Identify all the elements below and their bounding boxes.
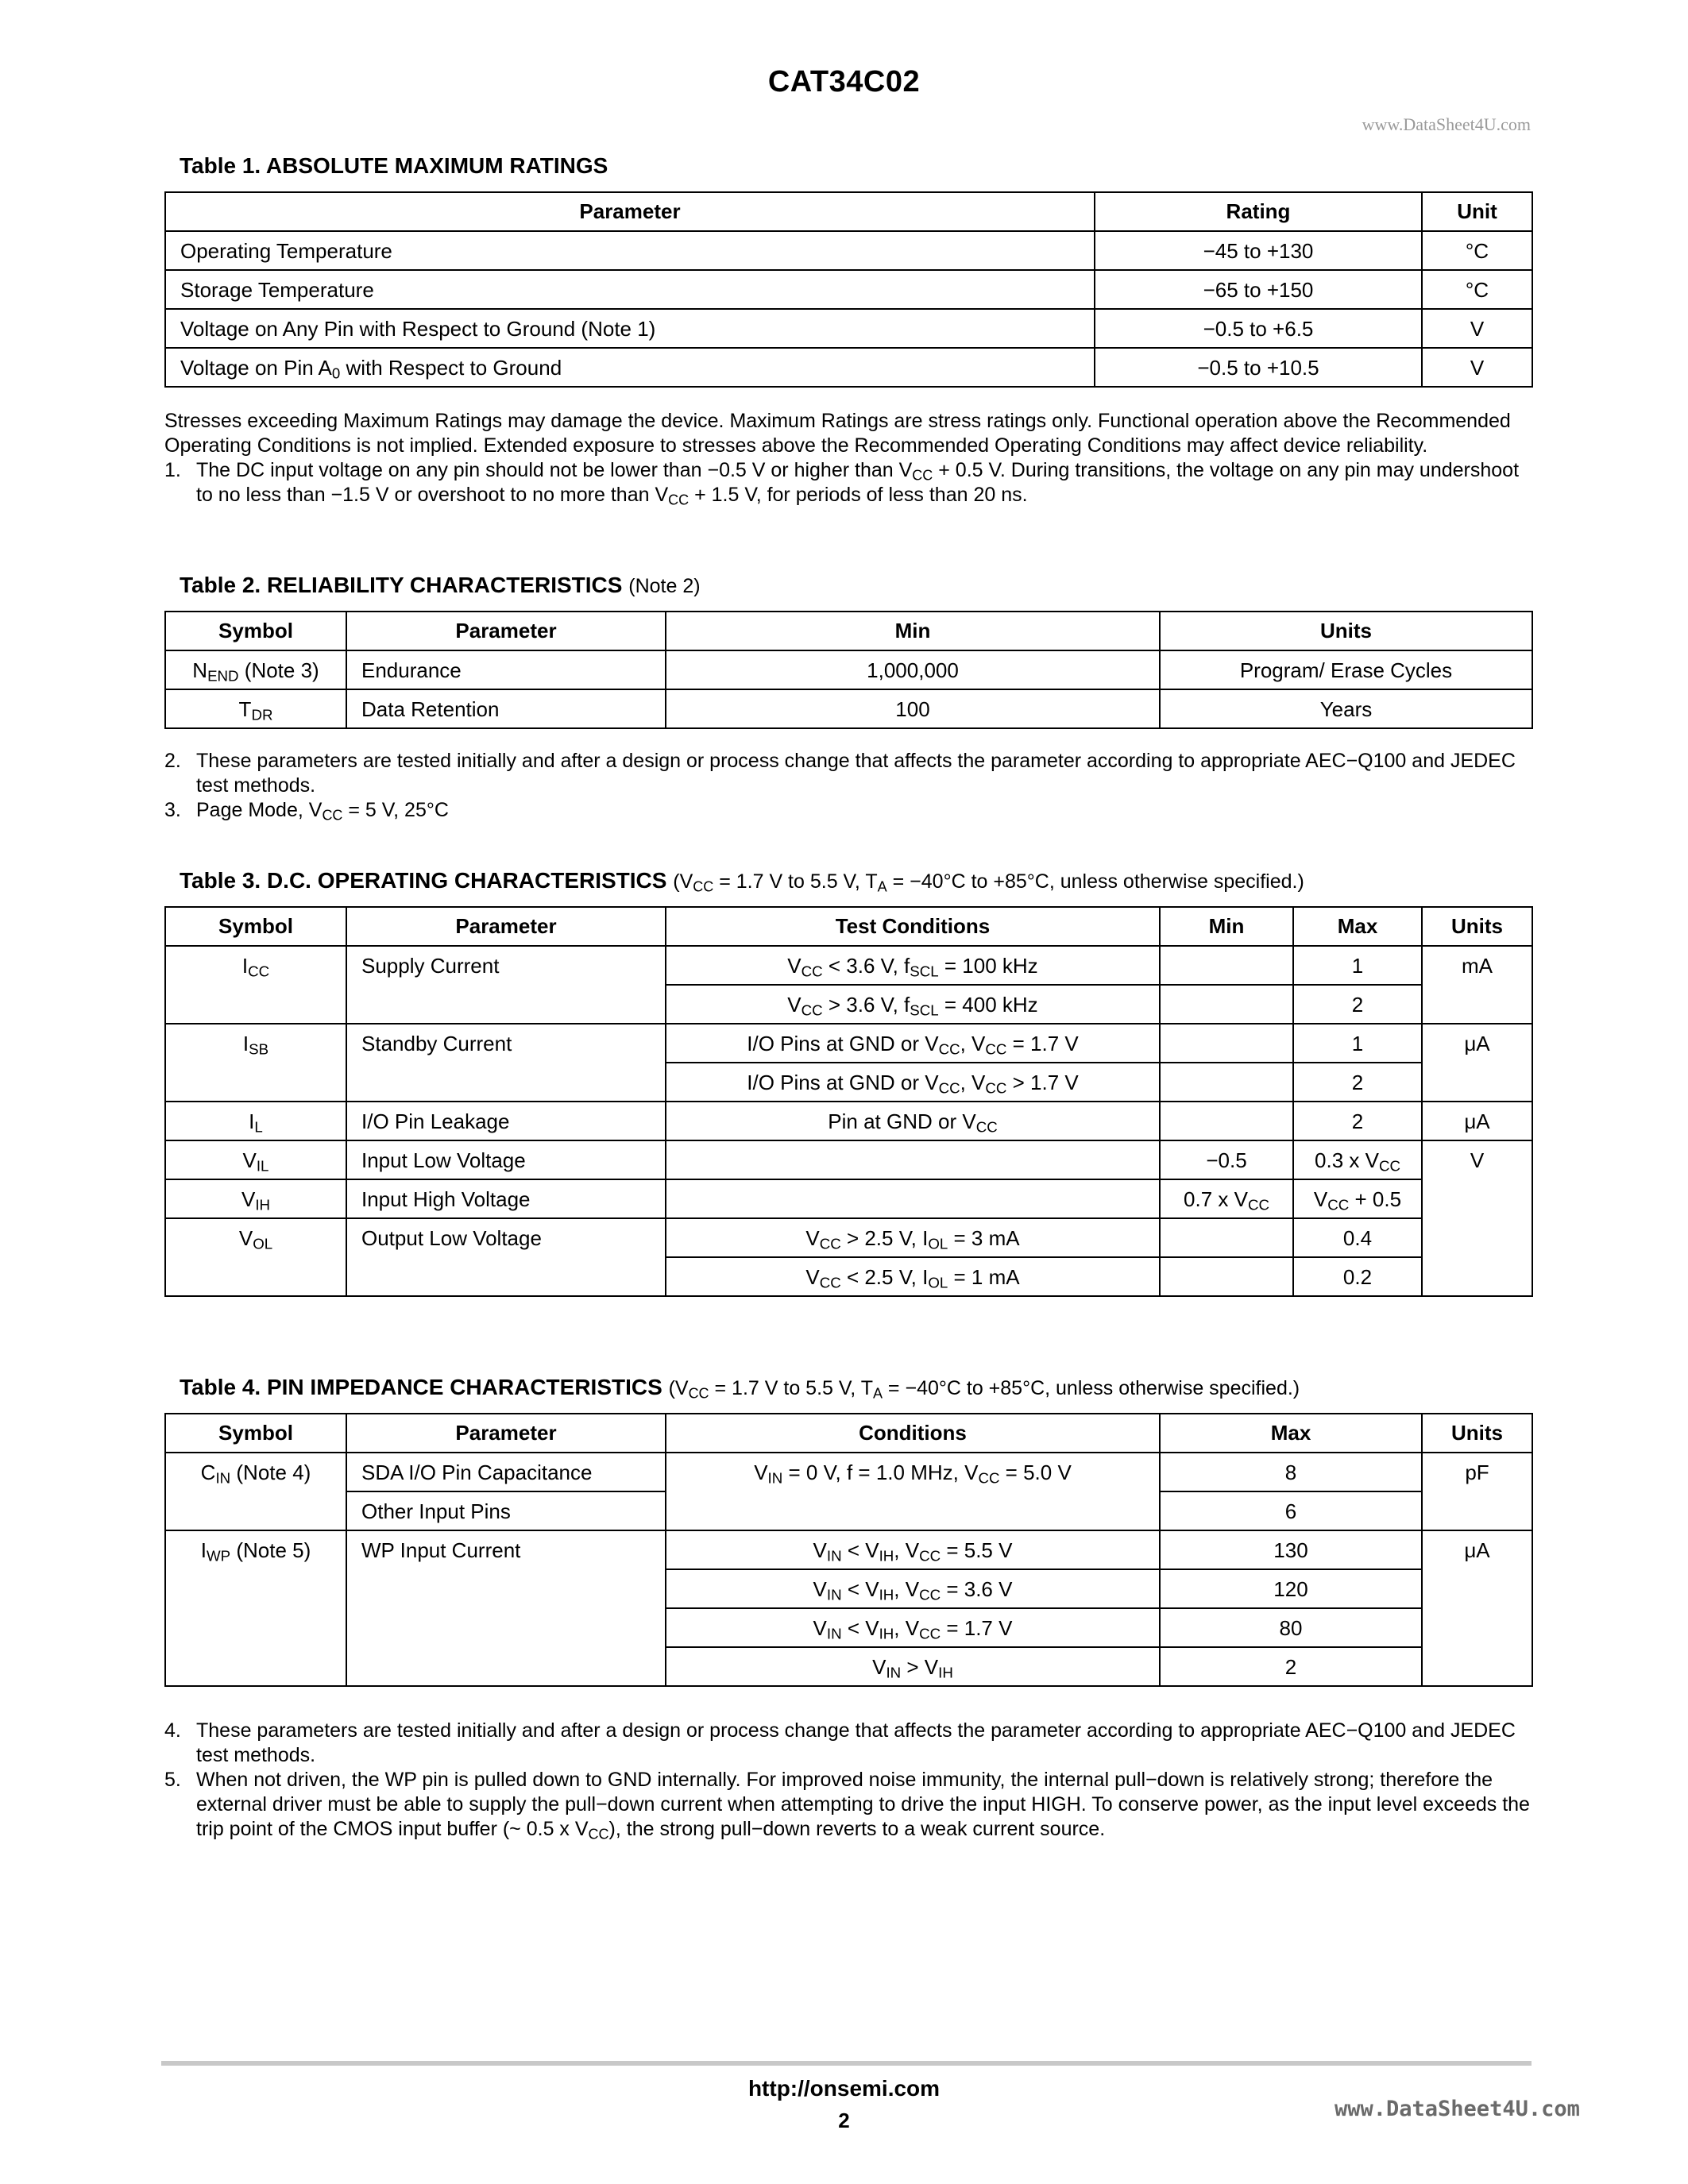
parameter-cell: Data Retention — [346, 689, 666, 728]
parameter-cell: SDA I/O Pin Capacitance — [346, 1453, 666, 1491]
parameter-cell: Input High Voltage — [346, 1179, 666, 1218]
rating-cell: −0.5 to +10.5 — [1095, 348, 1422, 387]
min-cell — [1160, 985, 1293, 1024]
page-title: CAT34C02 — [767, 65, 921, 98]
table-row — [165, 946, 1532, 985]
table-row — [165, 1530, 1532, 1569]
parameter-cell: Input Low Voltage — [346, 1140, 666, 1179]
table4-pin-impedance-characteristics — [164, 1413, 1533, 1687]
col-header: Rating — [1095, 192, 1422, 231]
symbol-cell: $N_{END}$ (Note 3) — [165, 650, 346, 689]
table4-notes — [164, 1719, 1532, 1842]
min-cell — [1160, 1063, 1293, 1102]
table-row — [165, 689, 1532, 728]
col-header: Max — [1160, 1414, 1422, 1453]
table-row — [165, 1453, 1532, 1491]
condition-cell: Pin at GND or $V_{CC}$ — [666, 1102, 1160, 1140]
col-header: Units — [1422, 1414, 1532, 1453]
max-cell: 0.4 — [1293, 1218, 1422, 1257]
table1-caption: Table 1. ABSOLUTE MAXIMUM RATINGS — [180, 153, 608, 178]
table-row — [165, 1179, 1532, 1218]
min-cell: 1,000,000 — [666, 650, 1160, 689]
footer-divider — [161, 2061, 1532, 2066]
parameter-cell: Operating Temperature — [165, 231, 1095, 270]
note-4: 4. These parameters are tested initially and after a design or process change that affects the parameter according to appropriate AEC−Q100 and JEDEC test methods. — [164, 1719, 1516, 1766]
table1-absolute-maximum-ratings — [164, 191, 1533, 388]
symbol-cell: $I_L$ — [165, 1102, 346, 1140]
condition-cell: $V_{CC} > 3.6$ V, $f_{SCL} = 400$ kHz — [666, 985, 1160, 1024]
min-cell — [1160, 946, 1293, 985]
col-header: Parameter — [346, 612, 666, 650]
symbol-cell: $V_{OL}$ — [165, 1218, 346, 1296]
watermark-bottom[interactable]: www.DataSheet4U.com — [1335, 2097, 1580, 2121]
col-header: Units — [1422, 907, 1532, 946]
max-cell: 1 — [1293, 946, 1422, 985]
table3-caption: Table 3. D.C. OPERATING CHARACTERISTICS ($V_{CC} = 1.7$ V to 5.5 V, $T_A = -40^\circ C$ to +85°C, unless otherwise specified.) — [180, 868, 1304, 895]
condition-cell: I/O Pins at GND or $V_{CC}$, $V_{CC} = 1.7$ V — [666, 1024, 1160, 1063]
col-header: Max — [1293, 907, 1422, 946]
max-cell: 0.3 x $V_{CC}$ — [1293, 1140, 1422, 1179]
condition-cell: $V_{IN} > V_{IH}$ — [666, 1647, 1160, 1686]
symbol-cell: $C_{IN}$ (Note 4) — [165, 1453, 346, 1530]
page-number: 2 — [838, 2109, 850, 2132]
condition-cell: $V_{CC} < 3.6$ V, $f_{SCL} = 100$ kHz — [666, 946, 1160, 985]
units-cell: μA — [1422, 1024, 1532, 1102]
min-cell: −0.5 — [1160, 1140, 1293, 1179]
table-row — [165, 270, 1532, 309]
max-cell: 120 — [1160, 1569, 1422, 1608]
max-cell: 130 — [1160, 1530, 1422, 1569]
note-1: 1. The DC input voltage on any pin should not be lower than −0.5 V or higher than $V_{CC} + 0.5$ V. During transitions, the voltage on any pin may undershoot to no less than −1.5 V or overshoot to no more than $V_{CC} + 1.5$ V, for periods of less than 20 ns. — [164, 459, 1520, 508]
symbol-cell: $I_{CC}$ — [165, 946, 346, 1024]
col-header: Symbol — [165, 612, 346, 650]
units-cell: μA — [1422, 1102, 1532, 1140]
col-header: Unit — [1422, 192, 1532, 231]
units-cell: Program/ Erase Cycles — [1160, 650, 1532, 689]
min-cell — [1160, 1102, 1293, 1140]
col-header: Symbol — [165, 907, 346, 946]
col-header: Min — [1160, 907, 1293, 946]
max-cell: 2 — [1160, 1647, 1422, 1686]
min-cell: 100 — [666, 689, 1160, 728]
condition-cell: $V_{IN} < V_{IH}$, $V_{CC} = 5.5$ V — [666, 1530, 1160, 1569]
col-header: Parameter — [346, 1414, 666, 1453]
condition-cell: $V_{IN} = 0$ V, f = 1.0 MHz, $V_{CC} = 5.0$ V — [666, 1453, 1160, 1530]
condition-cell: $V_{CC} < 2.5$ V, $I_{OL} = 1$ mA — [666, 1257, 1160, 1296]
table-row — [165, 348, 1532, 387]
table-header-row — [165, 192, 1532, 231]
table-header-row — [165, 1414, 1532, 1453]
rating-cell: −65 to +150 — [1095, 270, 1422, 309]
min-cell: 0.7 x $V_{CC}$ — [1160, 1179, 1293, 1218]
unit-cell: V — [1422, 348, 1532, 387]
parameter-cell: Supply Current — [346, 946, 666, 1024]
col-header: Test Conditions — [666, 907, 1160, 946]
symbol-cell: $V_{IL}$ — [165, 1140, 346, 1179]
rating-cell: −45 to +130 — [1095, 231, 1422, 270]
min-cell — [1160, 1257, 1293, 1296]
table-row — [165, 1102, 1532, 1140]
table-row — [165, 231, 1532, 270]
col-header: Parameter — [165, 192, 1095, 231]
units-cell: mA — [1422, 946, 1532, 1024]
max-cell: 0.2 — [1293, 1257, 1422, 1296]
table2-notes — [164, 749, 1532, 823]
units-cell: Years — [1160, 689, 1532, 728]
table-row — [165, 650, 1532, 689]
table-header-row — [165, 907, 1532, 946]
parameter-cell: Voltage on Pin $A_0$ with Respect to Ground — [165, 348, 1095, 387]
symbol-cell: $V_{IH}$ — [165, 1179, 346, 1218]
condition-cell — [666, 1179, 1160, 1218]
max-cell: 6 — [1160, 1491, 1422, 1530]
col-header: Units — [1160, 612, 1532, 650]
units-cell: V — [1422, 1140, 1532, 1296]
min-cell — [1160, 1024, 1293, 1063]
parameter-cell: I/O Pin Leakage — [346, 1102, 666, 1140]
col-header: Symbol — [165, 1414, 346, 1453]
table-row — [165, 1140, 1532, 1179]
table-header-row — [165, 612, 1532, 650]
note-3: 3. Page Mode, $V_{CC} = 5$ V, 25°C — [164, 799, 449, 824]
symbol-cell: $I_{SB}$ — [165, 1024, 346, 1102]
rating-cell: −0.5 to +6.5 — [1095, 309, 1422, 348]
note-5: 5. When not driven, the WP pin is pulled down to GND internally. For improved noise immunity, the internal pull−down is relatively strong; therefore the external driver must be able to supply the pull−down current when attempting to drive the input HIGH. To conserve power, as the input level exceeds the trip point of the CMOS input buffer (~ 0.5 x $V_{CC}$), the strong pull−down reverts to a weak current source. — [164, 1769, 1530, 1843]
condition-cell: $V_{CC} > 2.5$ V, $I_{OL} = 3$ mA — [666, 1218, 1160, 1257]
condition-cell — [666, 1140, 1160, 1179]
table2-reliability-characteristics — [164, 611, 1533, 729]
unit-cell: V — [1422, 309, 1532, 348]
note-2: 2. These parameters are tested initially and after a design or process change that affects the parameter according to appropriate AEC−Q100 and JEDEC test methods. — [164, 750, 1516, 797]
max-cell: 80 — [1160, 1608, 1422, 1647]
symbol-cell: $I_{WP}$ (Note 5) — [165, 1530, 346, 1686]
col-header: Min — [666, 612, 1160, 650]
parameter-cell: WP Input Current — [346, 1530, 666, 1686]
units-cell: μA — [1422, 1530, 1532, 1686]
condition-cell: I/O Pins at GND or $V_{CC}$, $V_{CC} > 1.7$ V — [666, 1063, 1160, 1102]
units-cell: pF — [1422, 1453, 1532, 1530]
parameter-cell: Storage Temperature — [165, 270, 1095, 309]
condition-cell: $V_{IN} < V_{IH}$, $V_{CC} = 3.6$ V — [666, 1569, 1160, 1608]
max-cell: 2 — [1293, 1102, 1422, 1140]
max-cell: $V_{CC} + 0.5$ — [1293, 1179, 1422, 1218]
min-cell — [1160, 1218, 1293, 1257]
watermark-top[interactable]: www.DataSheet4U.com — [1362, 114, 1531, 134]
stress-note: Stresses exceeding Maximum Ratings may damage the device. Maximum Ratings are stress ratings only. Functional operation above the Recommended Operating Conditions is not implied. Extended exposure to stresses above the Recommended Operating Conditions may affect device reliability. — [164, 410, 1511, 457]
unit-cell: °C — [1422, 231, 1532, 270]
parameter-cell: Endurance — [346, 650, 666, 689]
table3-dc-operating-characteristics — [164, 906, 1533, 1297]
col-header: Parameter — [346, 907, 666, 946]
max-cell: 8 — [1160, 1453, 1422, 1491]
condition-cell: $V_{IN} < V_{IH}$, $V_{CC} = 1.7$ V — [666, 1608, 1160, 1647]
max-cell: 2 — [1293, 985, 1422, 1024]
max-cell: 1 — [1293, 1024, 1422, 1063]
table-row — [165, 1024, 1532, 1063]
parameter-cell: Voltage on Any Pin with Respect to Ground (Note 1) — [165, 309, 1095, 348]
col-header: Conditions — [666, 1414, 1160, 1453]
table4-caption: Table 4. PIN IMPEDANCE CHARACTERISTICS ($V_{CC} = 1.7$ V to 5.5 V, $T_A = -40^\circ C$ to +85°C, unless otherwise specified.) — [180, 1375, 1300, 1402]
table-row — [165, 309, 1532, 348]
max-cell: 2 — [1293, 1063, 1422, 1102]
footer-url[interactable]: http://onsemi.com — [747, 2076, 941, 2101]
symbol-cell: $T_{DR}$ — [165, 689, 346, 728]
table2-caption: Table 2. RELIABILITY CHARACTERISTICS (Note 2) — [180, 573, 701, 597]
parameter-cell: Output Low Voltage — [346, 1218, 666, 1296]
parameter-cell: Other Input Pins — [346, 1491, 666, 1530]
table1-notes — [164, 409, 1532, 507]
parameter-cell: Standby Current — [346, 1024, 666, 1102]
table-row — [165, 1218, 1532, 1257]
unit-cell: °C — [1422, 270, 1532, 309]
